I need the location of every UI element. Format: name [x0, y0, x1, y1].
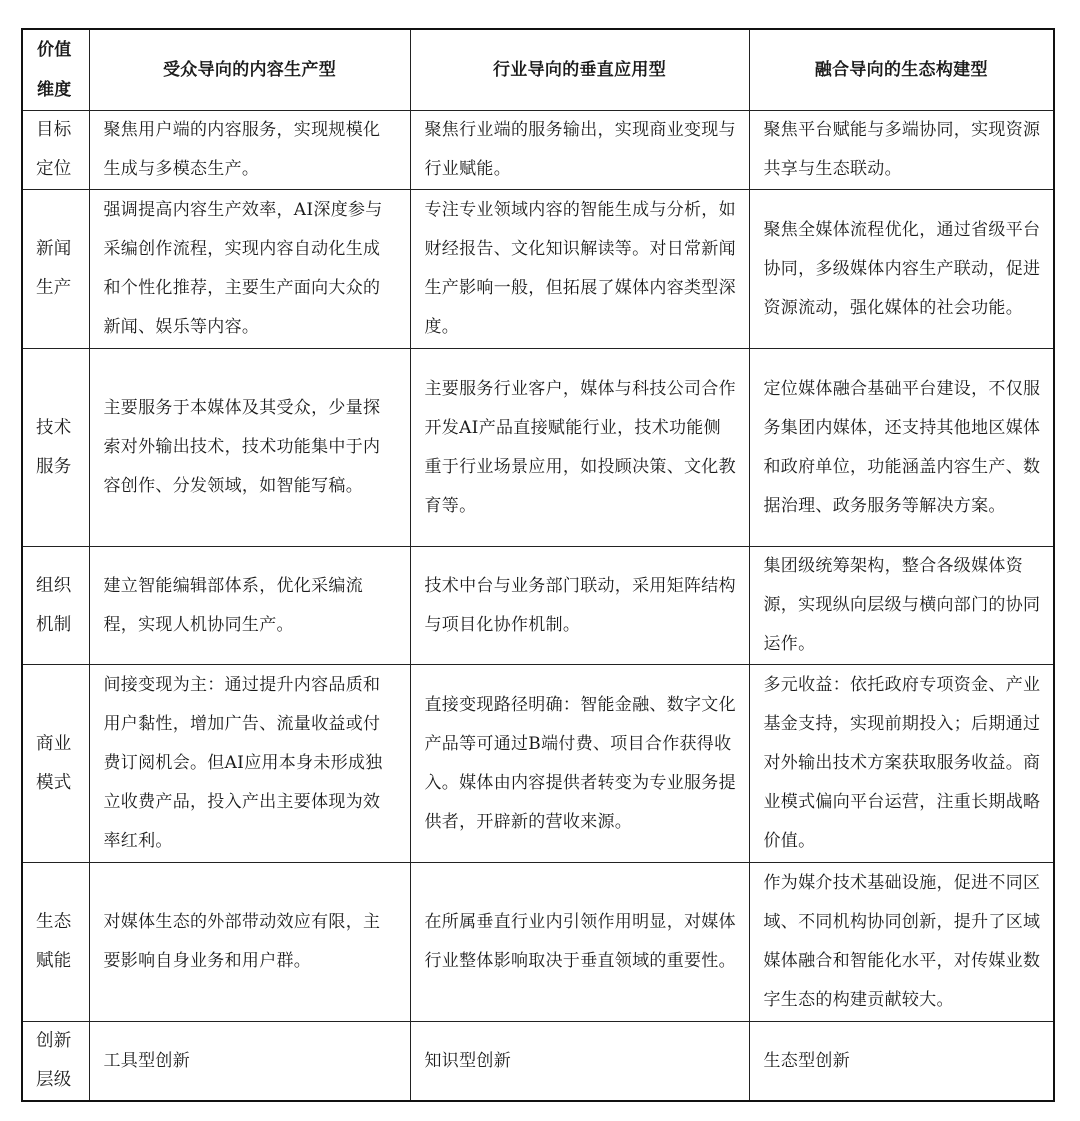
table-row — [22, 1022, 1054, 1102]
row-dimension: 商业模式 — [22, 665, 89, 863]
table-row — [22, 190, 1054, 349]
row-dimension: 组织机制 — [22, 547, 89, 665]
cell-col3: 定位媒体融合基础平台建设，不仅服务集团内媒体，还支持其他地区媒体和政府单位，功能涵盖内容生产、数据治理、政务服务等解决方案。 — [749, 349, 1054, 547]
cell-col2: 聚焦行业端的服务输出，实现商业变现与行业赋能。 — [410, 111, 749, 190]
cell-col2: 知识型创新 — [410, 1022, 749, 1102]
comparison-table — [21, 28, 1055, 1102]
table-row — [22, 547, 1054, 665]
cell-col1: 工具型创新 — [89, 1022, 410, 1102]
header-dimension: 价值维度 — [22, 29, 89, 111]
cell-col2: 技术中台与业务部门联动，采用矩阵结构与项目化协作机制。 — [410, 547, 749, 665]
cell-col1: 建立智能编辑部体系，优化采编流程，实现人机协同生产。 — [89, 547, 410, 665]
cell-col1: 间接变现为主：通过提升内容品质和用户黏性，增加广告、流量收益或付费订阅机会。但AI应用本身未形成独立收费产品，投入产出主要体现为效率红利。 — [89, 665, 410, 863]
cell-col3: 作为媒介技术基础设施，促进不同区域、不同机构协同创新，提升了区域媒体融合和智能化水平，对传媒业数字生态的构建贡献较大。 — [749, 863, 1054, 1022]
cell-col2: 主要服务行业客户，媒体与科技公司合作开发AI产品直接赋能行业，技术功能侧重于行业场景应用，如投顾决策、文化教育等。 — [410, 349, 749, 547]
cell-col1: 强调提高内容生产效率，AI深度参与采编创作流程，实现内容自动化生成和个性化推荐，主要生产面向大众的新闻、娱乐等内容。 — [89, 190, 410, 349]
cell-col3: 集团级统筹架构，整合各级媒体资源，实现纵向层级与横向部门的协同运作。 — [749, 547, 1054, 665]
table-row — [22, 111, 1054, 190]
header-industry-vertical-type: 行业导向的垂直应用型 — [410, 29, 749, 111]
row-dimension: 技术服务 — [22, 349, 89, 547]
cell-col3: 聚焦全媒体流程优化，通过省级平台协同，多级媒体内容生产联动，促进资源流动，强化媒体的社会功能。 — [749, 190, 1054, 349]
cell-col3: 生态型创新 — [749, 1022, 1054, 1102]
cell-col1: 对媒体生态的外部带动效应有限，主要影响自身业务和用户群。 — [89, 863, 410, 1022]
table-row — [22, 863, 1054, 1022]
cell-col1: 聚焦用户端的内容服务，实现规模化生成与多模态生产。 — [89, 111, 410, 190]
cell-col2: 在所属垂直行业内引领作用明显，对媒体行业整体影响取决于垂直领域的重要性。 — [410, 863, 749, 1022]
cell-col3: 多元收益：依托政府专项资金、产业基金支持，实现前期投入；后期通过对外输出技术方案获取服务收益。商业模式偏向平台运营，注重长期战略价值。 — [749, 665, 1054, 863]
cell-col2: 专注专业领域内容的智能生成与分析，如财经报告、文化知识解读等。对日常新闻生产影响一般，但拓展了媒体内容类型深度。 — [410, 190, 749, 349]
table-header-row — [22, 29, 1054, 111]
row-dimension: 目标定位 — [22, 111, 89, 190]
row-dimension: 新闻生产 — [22, 190, 89, 349]
row-dimension: 创新层级 — [22, 1022, 89, 1102]
cell-col3: 聚焦平台赋能与多端协同，实现资源共享与生态联动。 — [749, 111, 1054, 190]
header-audience-content-type: 受众导向的内容生产型 — [89, 29, 410, 111]
table-row — [22, 665, 1054, 863]
cell-col2: 直接变现路径明确：智能金融、数字文化产品等可通过B端付费、项目合作获得收入。媒体由内容提供者转变为专业服务提供者，开辟新的营收来源。 — [410, 665, 749, 863]
header-ecosystem-building-type: 融合导向的生态构建型 — [749, 29, 1054, 111]
row-dimension: 生态赋能 — [22, 863, 89, 1022]
table-row — [22, 349, 1054, 547]
cell-col1: 主要服务于本媒体及其受众，少量探索对外输出技术，技术功能集中于内容创作、分发领域，如智能写稿。 — [89, 349, 410, 547]
